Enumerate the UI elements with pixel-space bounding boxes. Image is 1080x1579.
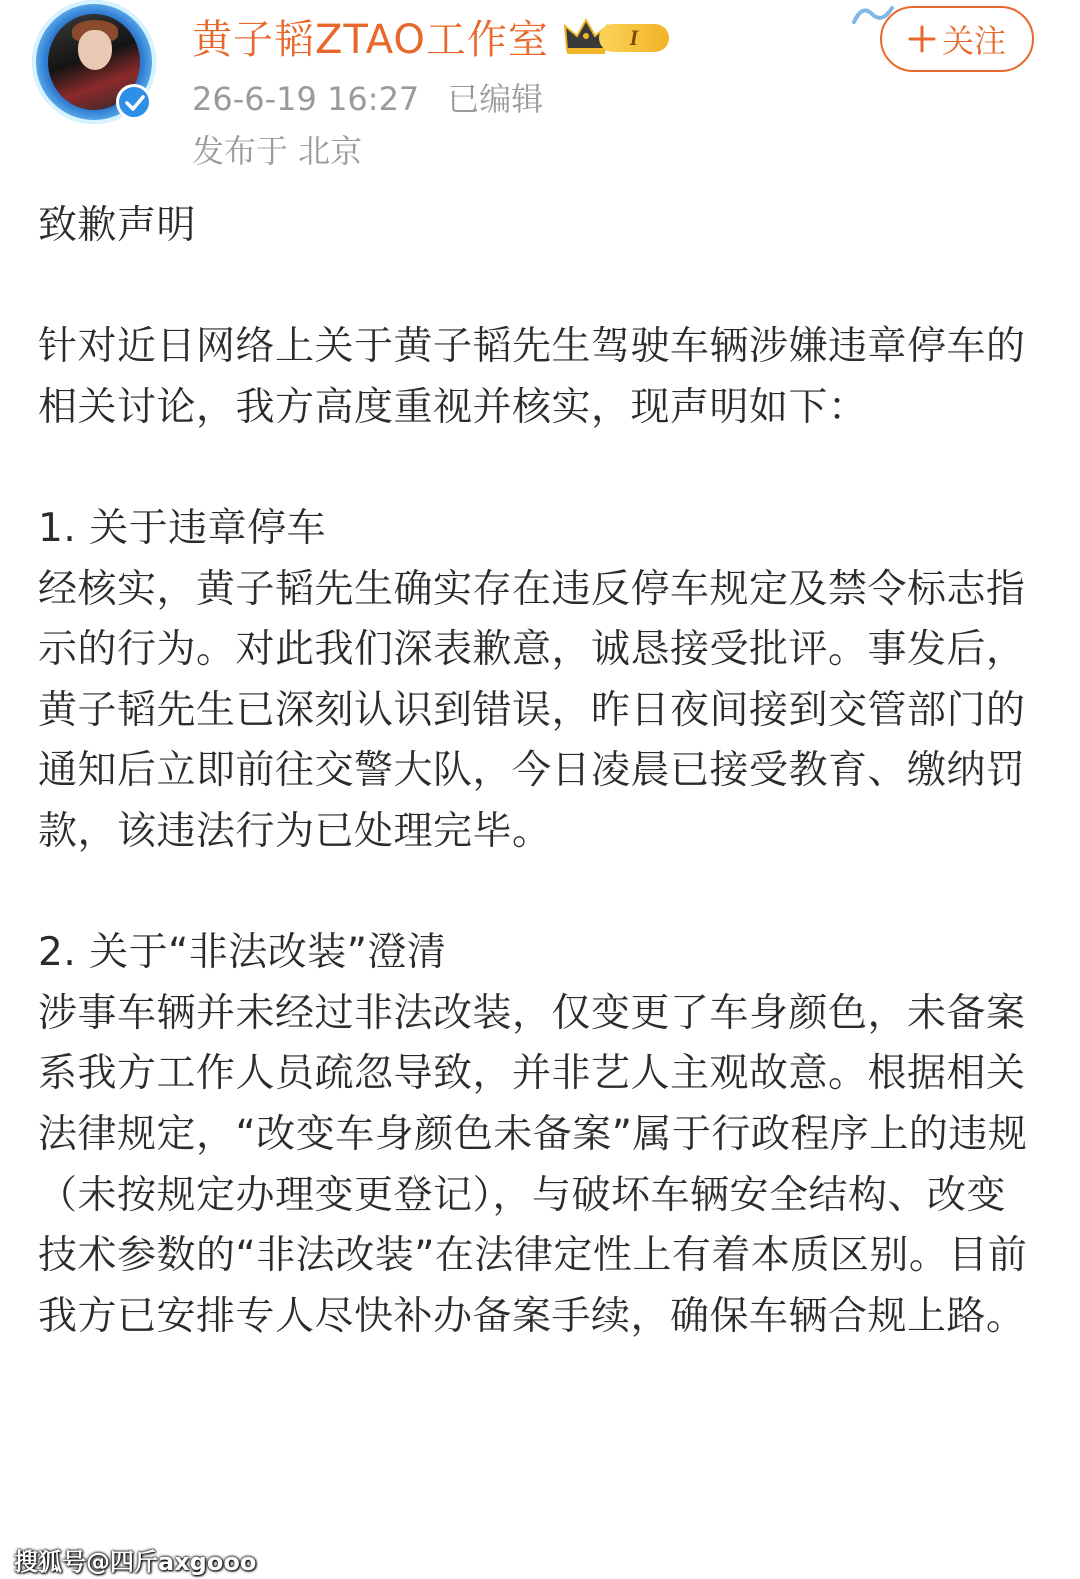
section2-heading: 2. 关于“非法改装”澄清	[38, 930, 447, 976]
post-content	[38, 196, 1028, 1347]
follow-label: 关注	[941, 22, 1006, 60]
post-time: 26-6-19 16:27	[192, 80, 420, 118]
post-intro: 针对近日网络上关于黄子韬先生驾驶车辆涉嫌违章停车的相关讨论，我方高度重视并核实，现声明如下：	[38, 324, 1026, 430]
rank-level: I	[599, 24, 669, 52]
name-row	[192, 8, 675, 64]
account-name[interactable]: 黄子韬ZTAO工作室	[192, 16, 549, 63]
post-location: 发布于 北京	[192, 132, 363, 170]
section1-body: 经核实，黄子韬先生确实存在违反停车规定及禁令标志指示的行为。对此我们深表歉意，诚恳接受批评。事发后，黄子韬先生已深刻认识到错误，昨日夜间接到交管部门的通知后立即前往交警大队，今日凌晨已接受教育、缴纳罚款，该违法行为已处理完毕。	[38, 566, 1026, 854]
section2-body: 涉事车辆并未经过非法改装，仅变更了车身颜色，未备案系我方工作人员疏忽导致，并非艺人主观故意。根据相关法律规定，“改变车身颜色未备案”属于行政程序上的违规（未按规定办理变更登记），与破坏车辆安全结构、改变技术参数的“非法改装”在法律定性上有着本质区别。目前我方已安排专人尽快补办备案手续，确保车辆合规上路。	[38, 990, 1028, 1339]
paragraph-gap	[38, 863, 1028, 924]
avatar-face	[78, 30, 112, 70]
rank-badge[interactable]	[563, 16, 675, 56]
verified-check-icon	[116, 84, 152, 120]
paragraph-gap	[38, 438, 1028, 499]
post-header	[0, 0, 1080, 180]
plus-icon	[908, 25, 936, 53]
section1-heading: 1. 关于违章停车	[38, 505, 327, 551]
post-meta	[192, 74, 543, 120]
post-title: 致歉声明	[38, 203, 197, 248]
source-watermark: 搜狐号@四斤axgooo	[14, 1548, 257, 1576]
follow-button[interactable]	[880, 6, 1034, 72]
edited-label[interactable]: 已编辑	[447, 80, 544, 118]
paragraph-gap	[38, 257, 1028, 318]
